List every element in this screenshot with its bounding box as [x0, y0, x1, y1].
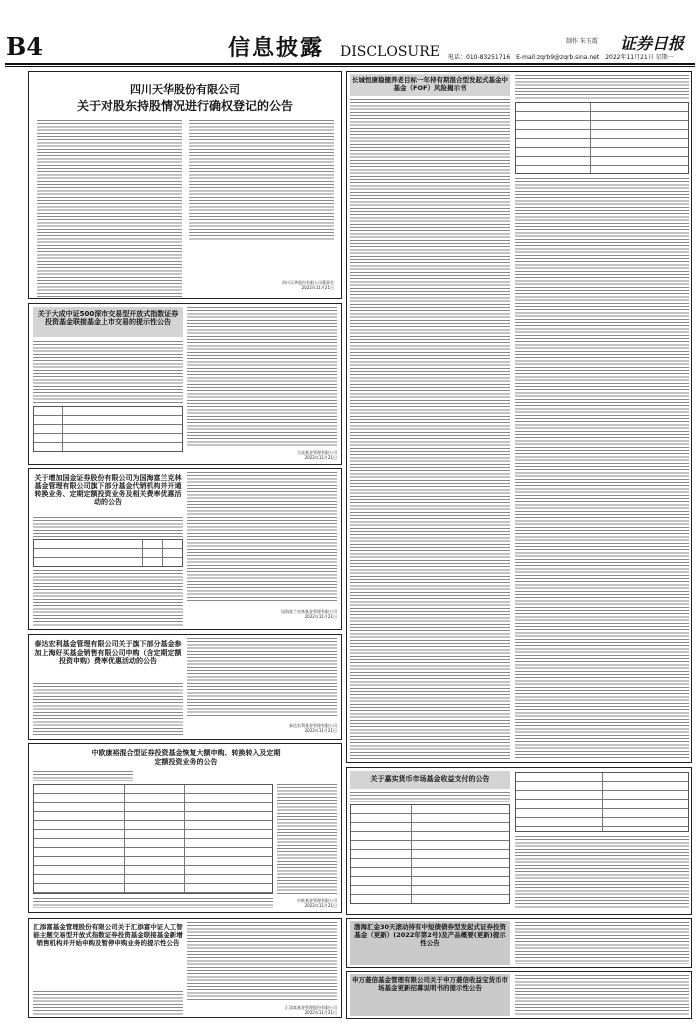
- article-title: 渤海汇金30天滚动持有中短债债券型发起式证券投资基金（更新）(2022年第2号)及产品概要(更新)提示性公告: [353, 923, 507, 947]
- article-body-right: [189, 120, 334, 240]
- article-intro: [33, 517, 183, 537]
- article-body-right: [187, 307, 337, 447]
- article-signature: 大成基金管理有限公司 2022年11月21日: [297, 450, 337, 460]
- article-body-right: [515, 922, 689, 964]
- section-en: DISCLOSURE: [340, 44, 440, 60]
- section-title: 信息披露: [228, 35, 325, 61]
- page-code: B4: [6, 32, 43, 61]
- article-company: 四川天华股份有限公司: [130, 83, 240, 96]
- article-signature: 四川天华股份有限公司董事会 2022年11月21日: [282, 280, 334, 290]
- article-title: 长城恒康稳健养老目标一年持有期混合型发起式基金中基金（FOF）风险揭示书: [352, 76, 508, 92]
- article-body-left: [33, 683, 183, 737]
- article-body-right: [515, 836, 689, 908]
- article-zhongou-kangyu: [28, 743, 342, 913]
- article-body-left: [37, 120, 182, 299]
- masthead-rule-thin: [5, 66, 695, 67]
- article-signature: 中欧基金管理有限公司 2022年11月21日: [297, 898, 337, 908]
- article-signature: 泰达宏利基金管理有限公司 2022年11月21日: [289, 723, 337, 733]
- paper-logo: 证券日报: [620, 34, 685, 53]
- article-body-right: [187, 922, 337, 1002]
- article-title: 关于大成中证500深市交易型开放式指数证券投资基金联接基金上市交易的提示性公告: [37, 310, 179, 326]
- fund-info-table: [33, 406, 183, 452]
- article-body-right: [515, 178, 689, 758]
- article-body-left: [33, 570, 183, 626]
- article-shenwan-lingxin: [346, 971, 692, 1019]
- article-body-left: [33, 991, 183, 1015]
- editor-credit: 制作 朱玉霞: [566, 38, 598, 45]
- article-dacheng-csi500: [28, 303, 342, 465]
- risk-info-table: [515, 102, 689, 174]
- article-body-right: [277, 784, 337, 894]
- article-huitianfu: [28, 918, 342, 1018]
- fund-list-table: [33, 539, 183, 567]
- article-signature: 国海富兰克林基金管理有限公司 2022年11月21日: [281, 609, 337, 619]
- article-body-right-top: [515, 75, 689, 99]
- article-title: 中欧康裕混合型证券投资基金恢复大额申购、转换转入及定期定额投资业务的公告: [91, 749, 281, 766]
- article-jiashi-money: [346, 767, 692, 915]
- article-sichuan-tianhua: [28, 71, 342, 299]
- article-title: 关于嘉实货币市场基金收益支付的公告: [370, 775, 490, 783]
- article-body-left: [33, 341, 183, 403]
- masthead-rule: [5, 63, 695, 65]
- article-bohai-huijin: [346, 918, 692, 968]
- article-intro: [350, 792, 510, 802]
- income-table: [350, 804, 510, 904]
- article-title: 申万菱信基金管理有限公司关于申万菱信收益宝货币市场基金更新招募说明书的提示性公告: [352, 976, 508, 992]
- income-table-cont: [515, 772, 689, 832]
- contact-line: 电话：010-83251716 E-mail:zqrb9@zqrb.sina.net 2022年11月21日 星期一: [448, 54, 674, 61]
- article-title: 关于增加国金证券股份有限公司为国海富兰克林基金管理有限公司旗下部分基金代销机构并开通转换业务、定期定额投资业务及相关费率优惠活动的公告: [34, 474, 182, 506]
- article-body-right: [187, 638, 337, 718]
- article-title: 汇添富基金管理股份有限公司关于汇添富中证人工智能主题交易型开放式指数证券投资基金联接基金新增销售机构并开始申购及暂停申购业务的提示性公告: [33, 923, 183, 947]
- article-body-left: [350, 99, 510, 759]
- article-taida-hongli: [28, 634, 342, 740]
- article-title: 关于对股东持股情况进行确权登记的公告: [76, 99, 293, 113]
- article-body-right: [187, 472, 337, 602]
- fund-status-table: [33, 784, 273, 894]
- article-changcheng-fof: [346, 71, 692, 763]
- article-title: 泰达宏利基金管理有限公司关于旗下部分基金参加上海好买基金销售有限公司申购（含定期定额投资申购）费率优惠活动的公告: [34, 640, 182, 665]
- article-date-line: [33, 771, 133, 781]
- article-signature: 汇添富基金管理股份有限公司 2022年11月21日: [285, 1005, 337, 1015]
- article-body-right: [515, 975, 689, 1015]
- article-guojin-sales: [28, 468, 342, 630]
